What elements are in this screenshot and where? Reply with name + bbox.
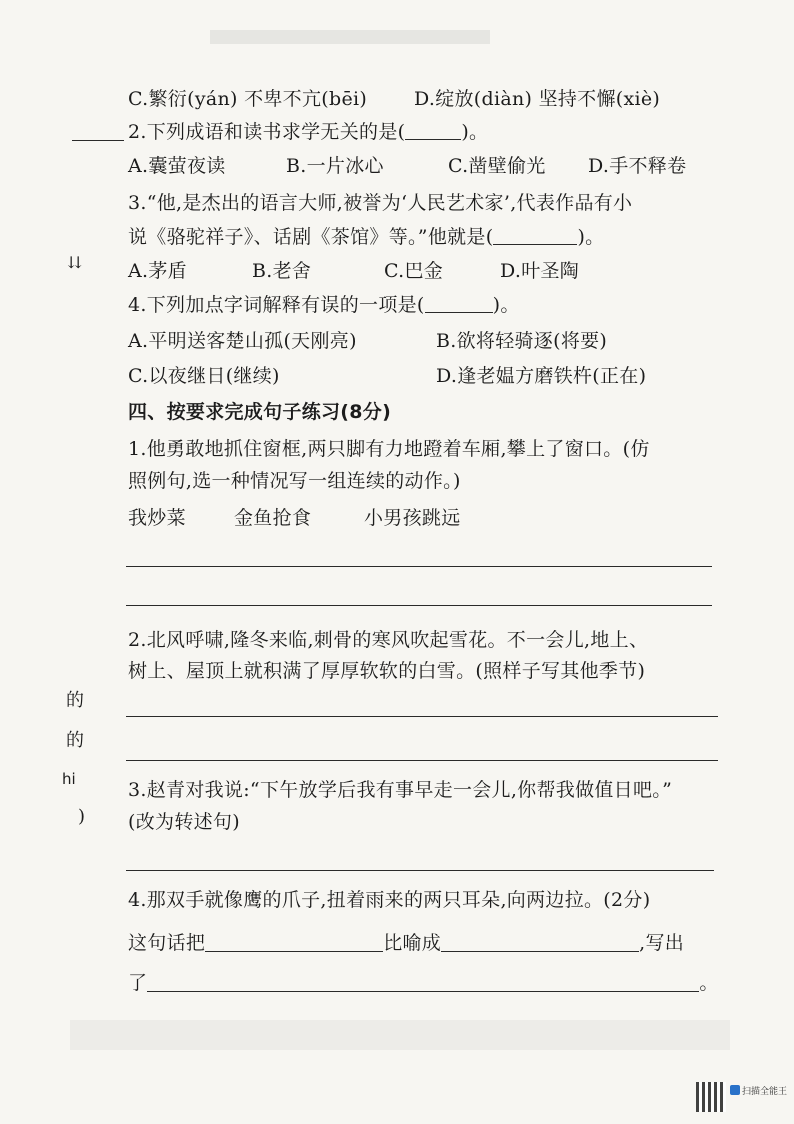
s4-item4-blank-2[interactable] (441, 933, 639, 952)
q3-stem-line1: 3.“他,是杰出的语言大师,被誉为‘人民艺术家’,代表作品有小 (128, 192, 633, 214)
s4-item1-answer-line-2[interactable] (126, 605, 712, 606)
q1-option-c: C.繁衍(yán) 不卑不亢(bēi) (128, 88, 368, 110)
s4-item1-choice-3: 小男孩跳远 (364, 507, 461, 529)
q4-option-c: C.以夜继日(继续) (128, 365, 280, 387)
bleed-through-band (210, 30, 490, 44)
q3-option-b: B.老舍 (252, 260, 312, 282)
scanner-badge-label: 扫描全能王 (742, 1087, 788, 1097)
scanner-badge (730, 1084, 787, 1097)
q2-option-d: D.手不释卷 (588, 155, 687, 177)
s4-item4-line2 (128, 930, 684, 956)
q2-option-a: A.囊萤夜读 (128, 155, 226, 177)
q4-option-a: A.平明送客楚山孤(天刚亮) (128, 330, 357, 352)
q1-option-d: D.绽放(diàn) 坚持不懈(xiè) (414, 88, 661, 110)
margin-char-4: ) (78, 806, 86, 827)
s4-item2-answer-line-2[interactable] (126, 760, 718, 761)
q4-option-d: D.逢老媪方磨铁杵(正在) (436, 365, 647, 387)
q4-stem (128, 292, 520, 318)
s4-item4-text-e: 。 (699, 972, 719, 994)
q2-stem-text: 2.下列成语和读书求学无关的是( (128, 121, 406, 143)
bleed-through-band (70, 1020, 730, 1050)
s4-item2-answer-line-1[interactable] (126, 716, 718, 717)
s4-item1-line2: 照例句,选一种情况写一组连续的动作。) (128, 470, 461, 492)
q2-stem (128, 119, 488, 145)
s4-item2-line2: 树上、屋顶上就积满了厚厚软软的白雪。(照样子写其他季节) (128, 660, 646, 682)
section-4-title: 四、按要求完成句子练习(8分) (128, 401, 392, 423)
s4-item4-blank-3[interactable] (147, 973, 699, 992)
q4-option-b: B.欲将轻骑逐(将要) (436, 330, 608, 352)
s4-item3-line1: 3.赵青对我说:“下午放学后我有事早走一会儿,你帮我做值日吧。” (128, 779, 673, 801)
scanner-logo-icon (730, 1085, 740, 1095)
s4-item4-blank-1[interactable] (205, 933, 383, 952)
q3-option-a: A.茅盾 (128, 260, 187, 282)
s4-item3-answer-line[interactable] (126, 870, 714, 871)
answer-margin-line (72, 140, 124, 141)
qr-code-icon (696, 1082, 726, 1112)
s4-item4-text-c: ,写出 (639, 932, 685, 954)
s4-item4-text-b: 比喻成 (383, 932, 442, 954)
q3-stem-line2 (128, 224, 604, 250)
s4-item1-answer-line-1[interactable] (126, 566, 712, 567)
margin-char-3: hi (62, 770, 76, 788)
s4-item4-text-a: 这句话把 (128, 932, 206, 954)
margin-mark: ⇊ (68, 253, 82, 272)
q3-stem-text: 说《骆驼祥子》、话剧《茶馆》等。”他就是( (128, 226, 494, 248)
margin-char-2: 的 (66, 730, 84, 751)
q2-option-c: C.凿壁偷光 (448, 155, 546, 177)
q4-stem-text: 4.下列加点字词解释有误的一项是( (128, 294, 425, 316)
s4-item3-line2: (改为转述句) (128, 811, 240, 833)
s4-item4-line3 (128, 970, 719, 996)
q3-answer-blank[interactable] (493, 228, 577, 245)
s4-item4-line1: 4.那双手就像鹰的爪子,扭着雨来的两只耳朵,向两边拉。(2分) (128, 889, 651, 911)
q2-answer-blank[interactable] (405, 123, 461, 140)
q3-option-c: C.巴金 (384, 260, 444, 282)
margin-char-1: 的 (66, 690, 84, 711)
q2-stem-end: )。 (461, 121, 489, 143)
q3-option-d: D.叶圣陶 (500, 260, 580, 282)
s4-item1-choice-2: 金鱼抢食 (234, 507, 312, 529)
q4-answer-blank[interactable] (425, 296, 493, 313)
q3-stem-end: )。 (577, 226, 605, 248)
s4-item1-choice-1: 我炒菜 (128, 507, 186, 529)
q4-stem-end: )。 (492, 294, 520, 316)
q2-option-b: B.一片冰心 (286, 155, 384, 177)
s4-item2-line1: 2.北风呼啸,隆冬来临,刺骨的寒风吹起雪花。不一会儿,地上、 (128, 629, 649, 651)
s4-item1-line1: 1.他勇敢地抓住窗框,两只脚有力地蹬着车厢,攀上了窗口。(仿 (128, 438, 650, 460)
s4-item4-text-d: 了 (128, 972, 148, 994)
